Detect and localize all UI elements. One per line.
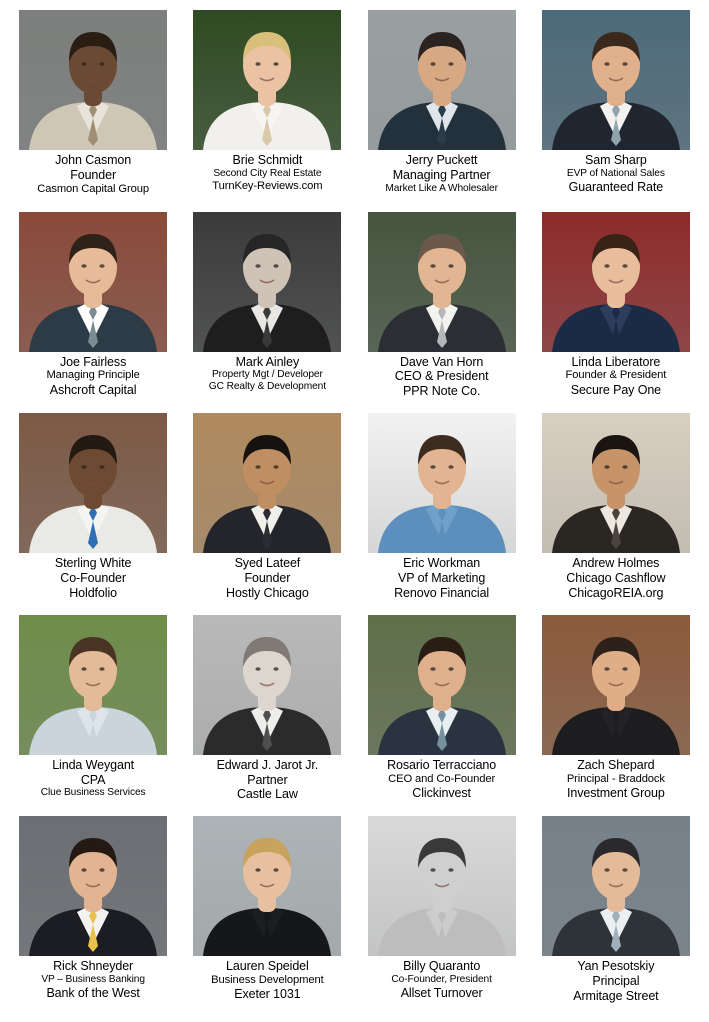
person-photo [193,615,341,755]
person-name: Dave Van Horn [400,354,484,369]
portrait-image [368,10,516,150]
person-photo [19,816,167,956]
person-caption [182,153,352,193]
person-card[interactable] [6,10,180,212]
person-name: Rick Shneyder [53,959,134,974]
person-photo [542,212,690,352]
person-name: Andrew Holmes [572,556,660,571]
person-organization: Ashcroft Capital [49,382,137,397]
person-card[interactable] [180,615,354,817]
portrait-image [542,816,690,956]
person-role: Founder [244,570,291,585]
person-card[interactable] [180,413,354,615]
person-card[interactable] [180,816,354,1018]
person-role: Founder [70,167,117,182]
person-name: Brie Schmidt [232,153,303,167]
person-role: VP of Marketing [398,570,486,585]
person-caption [357,758,527,801]
person-name: Billy Quaranto [403,959,481,974]
portrait-image [19,212,167,352]
portrait-image [542,212,690,352]
portrait-image [193,10,341,150]
portrait-image [368,615,516,755]
person-name: Syed Lateef [234,556,301,571]
person-name: Sam Sharp [585,153,647,167]
person-role: VP – Business Banking [41,974,145,986]
portrait-image [193,212,341,352]
person-caption [8,355,178,398]
person-photo [368,212,516,352]
person-organization: Market Like A Wholesaler [385,182,498,194]
person-card[interactable] [6,413,180,615]
person-name: Joe Fairless [60,354,127,369]
person-caption [8,959,178,1001]
person-name: Rosario Terracciano [387,757,497,772]
person-card[interactable] [355,413,529,615]
person-card[interactable] [529,212,703,414]
person-photo [193,413,341,553]
person-organization: Guaranteed Rate [568,179,664,194]
person-photo [368,816,516,956]
person-name: Mark Ainley [235,354,300,369]
person-card[interactable] [355,212,529,414]
person-name: Sterling White [54,556,132,571]
person-photo [368,615,516,755]
person-card[interactable] [355,10,529,212]
person-card[interactable] [355,816,529,1018]
person-role: Managing Partner [392,167,491,182]
portrait-image [19,615,167,755]
portrait-image [19,413,167,553]
person-role: Founder & President [565,369,667,382]
person-caption [357,959,527,1001]
person-organization: GC Realty & Development [208,381,326,393]
person-card[interactable] [6,615,180,817]
person-photo [19,413,167,553]
portrait-image [542,615,690,755]
person-name: Lauren Speidel [226,959,309,974]
portrait-image [368,212,516,352]
person-caption [357,556,527,600]
person-card[interactable] [529,615,703,817]
person-role: Chicago Cashflow [566,570,666,585]
person-organization: Investment Group [566,785,665,800]
person-organization: Clickinvest [412,785,471,800]
person-photo [542,413,690,553]
person-organization: Renovo Financial [394,585,490,600]
person-caption [182,758,352,802]
person-photo [193,10,341,150]
person-organization: ChicagoREIA.org [568,585,664,600]
person-role: Second City Real Estate [213,167,322,179]
person-card[interactable] [180,10,354,212]
person-role: Principal - Braddock [566,772,665,785]
person-photo [19,10,167,150]
person-photo [19,615,167,755]
person-card[interactable] [529,10,703,212]
person-organization: Armitage Street [573,988,659,1003]
person-role: EVP of National Sales [566,167,665,179]
portrait-image [542,10,690,150]
person-name: Eric Workman [403,556,481,571]
person-card[interactable] [6,212,180,414]
person-role: Principal [592,974,640,989]
person-name: Linda Liberatore [571,354,661,369]
person-role: CPA [80,772,106,787]
person-photo [542,816,690,956]
person-card[interactable] [180,212,354,414]
person-organization: PPR Note Co. [402,384,481,399]
person-role: Managing Principle [46,369,140,382]
person-name: Zach Shepard [577,757,655,772]
person-caption [8,153,178,196]
person-organization: Secure Pay One [570,382,662,397]
person-organization: Holdfolio [69,585,117,600]
person-caption [357,153,527,195]
portrait-image [368,413,516,553]
person-card[interactable] [529,816,703,1018]
person-organization: Bank of the West [46,986,140,1001]
person-organization: Exeter 1031 [234,987,301,1002]
person-role: Business Development [211,974,324,987]
person-name: Jerry Puckett [405,153,478,167]
person-role: CEO & President [394,369,489,384]
person-role: Co-Founder [60,570,126,585]
person-caption [8,556,178,600]
portrait-image [193,413,341,553]
person-name: Edward J. Jarot Jr. [216,757,319,772]
person-organization: Casmon Capital Group [37,182,150,195]
person-photo [542,10,690,150]
person-role: Partner [247,772,288,787]
person-caption [182,355,352,394]
person-photo [368,10,516,150]
portrait-image [368,816,516,956]
person-photo [193,212,341,352]
person-name: Yan Pesotskiy [577,959,655,974]
person-photo [193,816,341,956]
person-card[interactable] [529,413,703,615]
portrait-image [19,10,167,150]
person-name: Linda Weygant [52,757,135,772]
person-role: CEO and Co-Founder [388,772,496,785]
person-name: John Casmon [55,153,132,167]
person-caption [531,556,701,600]
person-caption [531,153,701,195]
person-photo [19,212,167,352]
person-caption [531,355,701,398]
portrait-image [193,615,341,755]
person-photo [542,615,690,755]
person-caption [182,959,352,1002]
person-organization: Clue Business Services [40,787,146,799]
person-organization: Allset Turnover [400,986,483,1001]
person-role: Property Mgt / Developer [211,369,323,381]
person-caption [182,556,352,600]
person-organization: Castle Law [236,787,298,802]
person-photo [368,413,516,553]
portrait-image [19,816,167,956]
portrait-image [193,816,341,956]
person-caption [531,959,701,1003]
person-card[interactable] [355,615,529,817]
person-caption [531,758,701,801]
person-caption [8,758,178,800]
portrait-image [542,413,690,553]
person-organization: TurnKey-Reviews.com [212,179,323,192]
person-role: Co-Founder, President [391,974,492,986]
person-organization: Hostly Chicago [226,585,309,600]
person-caption [357,355,527,399]
person-card[interactable] [6,816,180,1018]
